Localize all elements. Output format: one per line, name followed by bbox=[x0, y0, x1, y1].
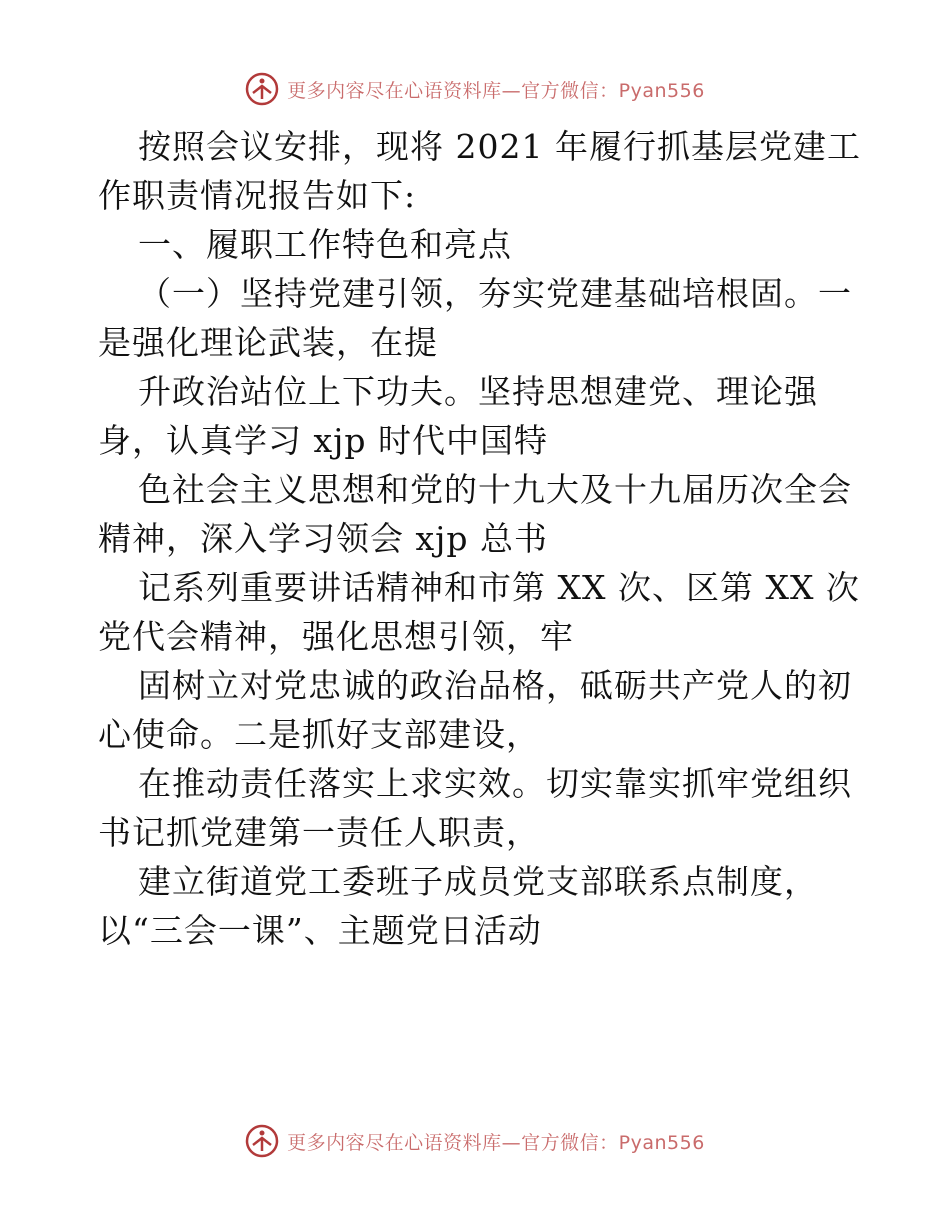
text-line: 色社会主义思想和党的十九大及十九届历次全会 bbox=[138, 470, 852, 509]
text-line: 建立街道党工委班子成员党支部联系点制度， bbox=[138, 862, 818, 901]
text-line: 按照会议安排，现将 2021 年履行抓基层党建工 bbox=[138, 127, 861, 166]
text-line: 作职责情况报告如下: bbox=[98, 176, 417, 215]
text-line: 记系列重要讲话精神和市第 XX 次、区第 XX 次 bbox=[138, 568, 860, 607]
document-body bbox=[98, 122, 861, 955]
footer-watermark bbox=[0, 1124, 950, 1158]
text-line: 以“三会一课”、主题党日活动 bbox=[98, 911, 542, 950]
text-line: 党代会精神，强化思想引领，牢 bbox=[98, 617, 574, 656]
book-logo-icon bbox=[245, 1124, 279, 1158]
text-line: （一）坚持党建引领，夯实党建基础培根固。一 bbox=[138, 274, 852, 313]
text-line: 固树立对党忠诚的政治品格，砥砺共产党人的初 bbox=[138, 666, 852, 705]
text-line: 是强化理论武装，在提 bbox=[98, 323, 438, 362]
text-line: 书记抓党建第一责任人职责， bbox=[98, 813, 540, 852]
watermark-text: 更多内容尽在心语资料库—官方微信：Pyan556 bbox=[287, 79, 705, 102]
section-heading: 一、履职工作特色和亮点 bbox=[138, 225, 512, 264]
text-line: 升政治站位上下功夫。坚持思想建党、理论强 bbox=[138, 372, 818, 411]
header-watermark bbox=[0, 72, 950, 106]
text-line: 身，认真学习 xjp 时代中国特 bbox=[98, 421, 548, 460]
text-line: 精神，深入学习领会 xjp 总书 bbox=[98, 519, 548, 558]
book-logo-icon bbox=[245, 72, 279, 106]
text-line: 在推动责任落实上求实效。切实靠实抓牢党组织 bbox=[138, 764, 852, 803]
watermark-text: 更多内容尽在心语资料库—官方微信：Pyan556 bbox=[287, 1131, 705, 1154]
text-line: 心使命。二是抓好支部建设， bbox=[98, 715, 540, 754]
